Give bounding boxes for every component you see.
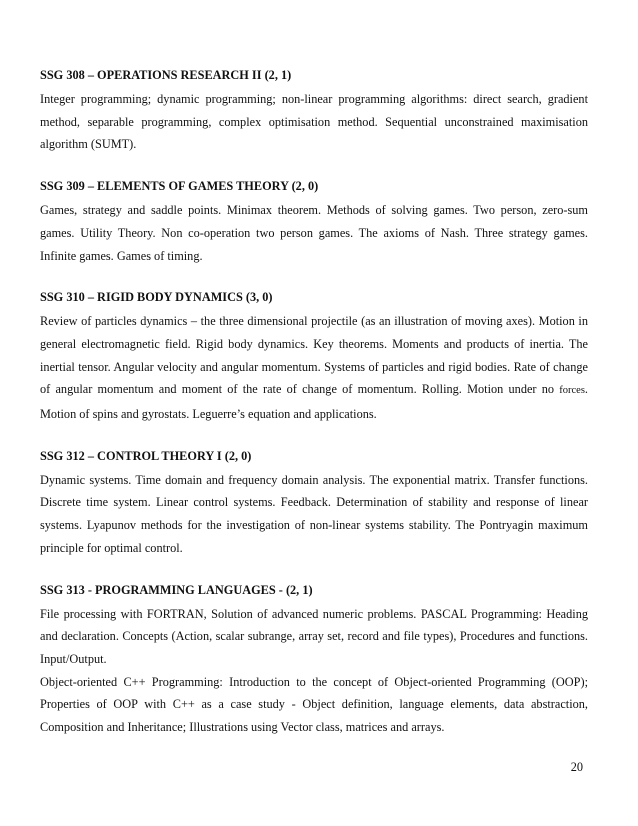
- course-ssg-310: [40, 288, 588, 426]
- course-ssg-312: [40, 447, 588, 560]
- course-description: [40, 310, 588, 426]
- course-description: Games, strategy and saddle points. Minimax theorem. Methods of solving games. Two person, zero-sum games. Utility Theory. Non co-operation two person games. The axioms of Nash. Three strategy games. Infinite games. Games of timing.: [40, 203, 588, 263]
- course-description: Object-oriented C++ Programming: Introduction to the concept of Object-oriented Programming (OOP); Properties of OOP with C++ as a case study - Object definition, language elements, data abstraction, Composition and Inheritance; Illustrations using Vector class, matrices and arrays.: [40, 674, 588, 735]
- document-page: [40, 66, 588, 760]
- course-heading: SSG 308 – OPERATIONS RESEARCH II (2, 1): [40, 68, 292, 82]
- course-ssg-308: [40, 66, 588, 156]
- description-text: . Motion of spins and gyrostats. Leguerre’s equation and applications.: [40, 382, 588, 422]
- description-text: Review of particles dynamics – the three dimensional projectile (as an illustration of moving axes). Motion in general electromagnetic field. Rigid body dynamics. Key theorems. Moments and products of inertia. The inertial tensor. Angular velocity and angular momentum. Systems of particles and rigid bodies. Rate of change of angular momentum and moment of the rate of change of momentum. Rolling. Motion under no: [40, 314, 588, 397]
- course-description: File processing with FORTRAN, Solution of advanced numeric problems. PASCAL Programming: Heading and declaration. Concepts (Action, scalar subrange, array set, record and file types), Procedures and functions. Input/Output.: [40, 606, 588, 666]
- course-description: Integer programming; dynamic programming; non-linear programming algorithms: direct search, gradient method, separable programming, complex optimisation method. Sequential unconstrained maximisation algorithm (SUMT).: [40, 92, 588, 152]
- course-description: Dynamic systems. Time domain and frequency domain analysis. The exponential matrix. Transfer functions. Discrete time system. Linear control systems. Feedback. Determination of stability and response of linear systems. Lyapunov methods for the investigation of non-linear systems stability. The Pontryagin maximum principle for optimal control.: [40, 472, 588, 555]
- course-heading: SSG 309 – ELEMENTS OF GAMES THEORY (2, 0): [40, 179, 319, 194]
- course-heading: SSG 312 – CONTROL THEORY I (2, 0): [40, 448, 252, 463]
- course-ssg-309: [40, 177, 588, 267]
- course-heading: SSG 310 – RIGID BODY DYNAMICS (3, 0): [40, 290, 273, 305]
- description-text-small: forces: [559, 385, 585, 397]
- course-ssg-313: [40, 581, 588, 739]
- course-heading: SSG 313 - PROGRAMMING LANGUAGES - (2, 1): [40, 582, 313, 597]
- page-number: 20: [570, 760, 583, 774]
